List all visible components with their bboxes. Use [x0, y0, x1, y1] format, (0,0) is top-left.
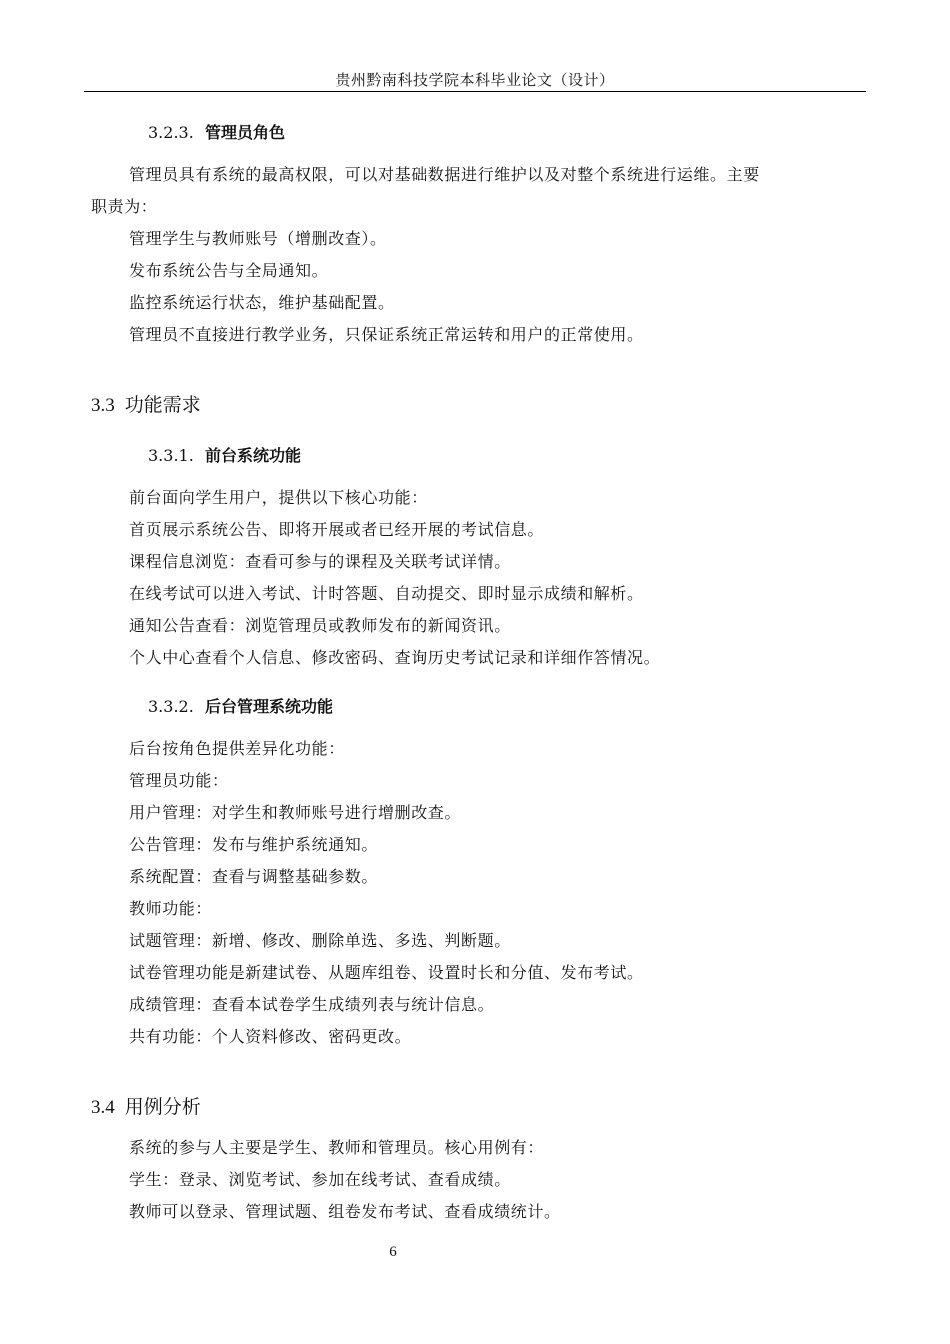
heading-3-3: [91, 390, 201, 417]
list-item: 共有功能：个人资料修改、密码更改。: [129, 1027, 412, 1046]
heading-title: 功能需求: [124, 394, 201, 416]
list-item: 管理学生与教师账号（增删改查）。: [129, 229, 387, 248]
list-item: 系统配置：查看与调整基础参数。: [129, 867, 379, 886]
list-item: 教师功能：: [129, 899, 213, 918]
list-item: 用户管理：对学生和教师账号进行增删改查。: [129, 803, 462, 822]
heading-number: 3.3.1.: [148, 446, 194, 465]
list-item: 在线考试可以进入考试、计时答题、自动提交、即时显示成绩和解析。: [129, 584, 644, 603]
heading-number: 3.2.3.: [148, 123, 194, 142]
heading-title: 前台系统功能: [204, 446, 301, 465]
list-item: 首页展示系统公告、即将开展或者已经开展的考试信息。: [129, 520, 545, 539]
list-item: 管理员不直接进行教学业务，只保证系统正常运转和用户的正常使用。: [129, 325, 644, 344]
list-item: 后台按角色提供差异化功能：: [129, 739, 345, 758]
list-item: 教师可以登录、管理试题、组卷发布考试、查看成绩统计。: [129, 1202, 561, 1221]
list-item: 通知公告查看：浏览管理员或教师发布的新闻资讯。: [129, 616, 511, 635]
list-item: 学生：登录、浏览考试、参加在线考试、查看成绩。: [129, 1170, 511, 1189]
list-item: 监控系统运行状态，维护基础配置。: [129, 293, 395, 312]
heading-number: 3.4: [91, 1097, 115, 1118]
heading-3-4: [91, 1092, 201, 1119]
list-item: 公告管理：发布与维护系统通知。: [129, 835, 379, 854]
page-number: 6: [389, 1244, 397, 1260]
list-item: 发布系统公告与全局通知。: [129, 261, 329, 280]
paragraph-line: 职责为：: [91, 197, 158, 216]
page-header: 贵州黔南科技学院本科毕业论文（设计）: [335, 71, 615, 89]
heading-3-2-3: [148, 120, 285, 143]
list-item: 前台面向学生用户，提供以下核心功能：: [129, 488, 428, 507]
heading-3-3-2: [148, 694, 333, 717]
heading-3-3-1: [148, 443, 301, 466]
list-item: 试卷管理功能是新建试卷、从题库组卷、设置时长和分值、发布考试。: [129, 963, 644, 982]
list-item: 试题管理：新增、修改、删除单选、多选、判断题。: [129, 931, 511, 950]
header-rule: [84, 91, 866, 92]
list-item: 个人中心查看个人信息、修改密码、查询历史考试记录和详细作答情况。: [129, 648, 661, 667]
list-item: 成绩管理：查看本试卷学生成绩列表与统计信息。: [129, 995, 495, 1014]
list-item: 系统的参与人主要是学生、教师和管理员。核心用例有：: [129, 1138, 545, 1157]
heading-number: 3.3.2.: [148, 697, 194, 716]
list-item: 课程信息浏览：查看可参与的课程及关联考试详情。: [129, 552, 511, 571]
heading-number: 3.3: [91, 395, 115, 416]
heading-title: 后台管理系统功能: [204, 697, 333, 716]
paragraph-line: 管理员具有系统的最高权限，可以对基础数据进行维护以及对整个系统进行运维。主要: [129, 165, 760, 184]
list-item: 管理员功能：: [129, 771, 229, 790]
heading-title: 管理员角色: [204, 123, 285, 142]
heading-title: 用例分析: [124, 1096, 201, 1118]
